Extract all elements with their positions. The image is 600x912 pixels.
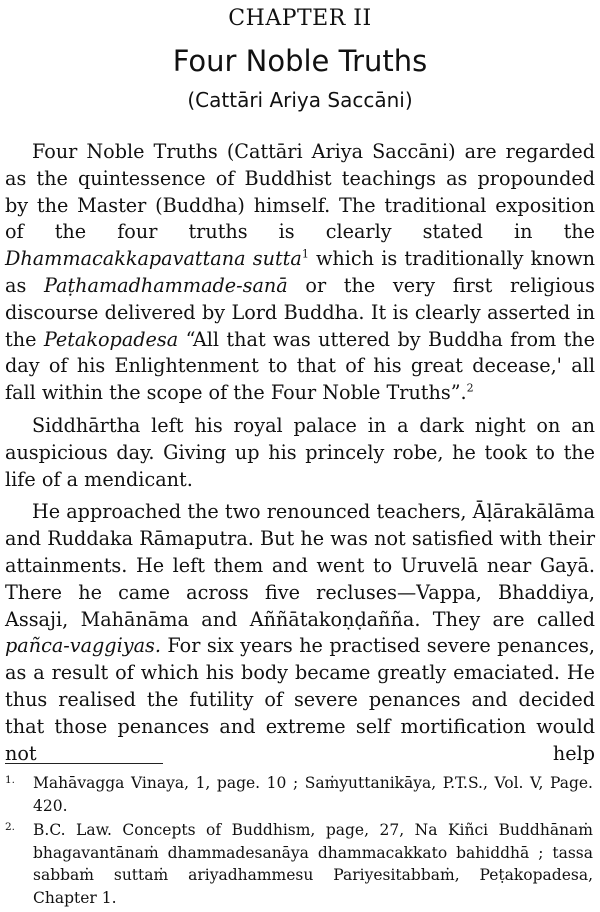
footnote-1-text: Mahāvagga Vinaya, 1, page. 10 ; Saṁyuttanikāya, P.T.S., Vol. V, Page. 420.: [33, 774, 593, 815]
chapter-subtitle: (Cattāri Ariya Saccāni): [187, 88, 413, 112]
footnote-ref-2: 2: [466, 381, 474, 395]
italic-petakopadesa: Petakopadesa: [43, 327, 179, 351]
chapter-heading: CHAPTER II: [228, 6, 372, 31]
footnote-2-number: 2.: [5, 821, 16, 833]
paragraph-1-text-d: “All that was uttered by Buddha from the day of his Enlightenment to that of his great decease,' all fall within the scope of the Four Noble Truths”.: [5, 327, 595, 405]
footnote-1: [5, 772, 593, 817]
paragraph-3: [5, 499, 595, 767]
footnote-2-text: B.C. Law. Concepts of Buddhism, page, 27, Na Kiñci Buddhānaṁ bhagavantānaṁ dhammadesanāya dhammacakkato bahiddhā ; tassa sabbaṁ suttaṁ ariyadhammesu Pariyesitabbaṁ, Peṭakopadesa, Chapter 1.: [33, 821, 593, 907]
italic-dhammacakkapavattana: Dhammacakkapavattana sutta: [5, 247, 302, 271]
paragraph-2: Siddhārtha left his royal palace in a dark night on an auspicious day. Giving up his princely robe, he took to the life of a mendicant.: [5, 413, 595, 491]
paragraph-3-text-a: He approached the two renounced teachers, Āḷārakālāma and Ruddaka Rāmaputra. But he was not satisfied with their attainments. He left them and went to Uruvelā near Gayā. There he came across five recluses—Vappa, Bhaddiya, Assaji, Mahānāma and Aññātakoṇḍañña. They are called: [5, 500, 595, 631]
footnotes: [5, 772, 593, 911]
paragraph-1: [5, 139, 595, 407]
paragraph-3-text-b: For six years he practised severe penances, as a result of which his body became greatly emaciated. He thus realised the futility of severe penances and decided that those penances and extreme self mortification would not help: [5, 634, 595, 765]
chapter-title: Four Noble Truths: [172, 44, 428, 78]
footnote-2: [5, 819, 593, 909]
paragraph-1-text-b: which is traditionally known as: [5, 247, 595, 297]
italic-pathamadhammadesana: Paṭhamadhammade-sanā: [43, 273, 288, 297]
footnote-ref-1: 1: [301, 247, 309, 261]
paragraph-1-text-c: or the very first religious discourse delivered by Lord Buddha. It is clearly asserted in the: [5, 273, 595, 351]
paragraph-1-text-a: Four Noble Truths (Cattāri Ariya Saccāni) are regarded as the quintessence of Buddhist teachings as propounded by the Master (Buddha) himself. The traditional exposition of the four truths is clearly stated in the: [5, 140, 595, 244]
italic-pancavaggiyas: pañca-vaggiyas.: [5, 634, 161, 658]
footnote-1-number: 1.: [5, 774, 16, 786]
footnote-divider: [5, 763, 163, 764]
body-text: [5, 139, 595, 773]
